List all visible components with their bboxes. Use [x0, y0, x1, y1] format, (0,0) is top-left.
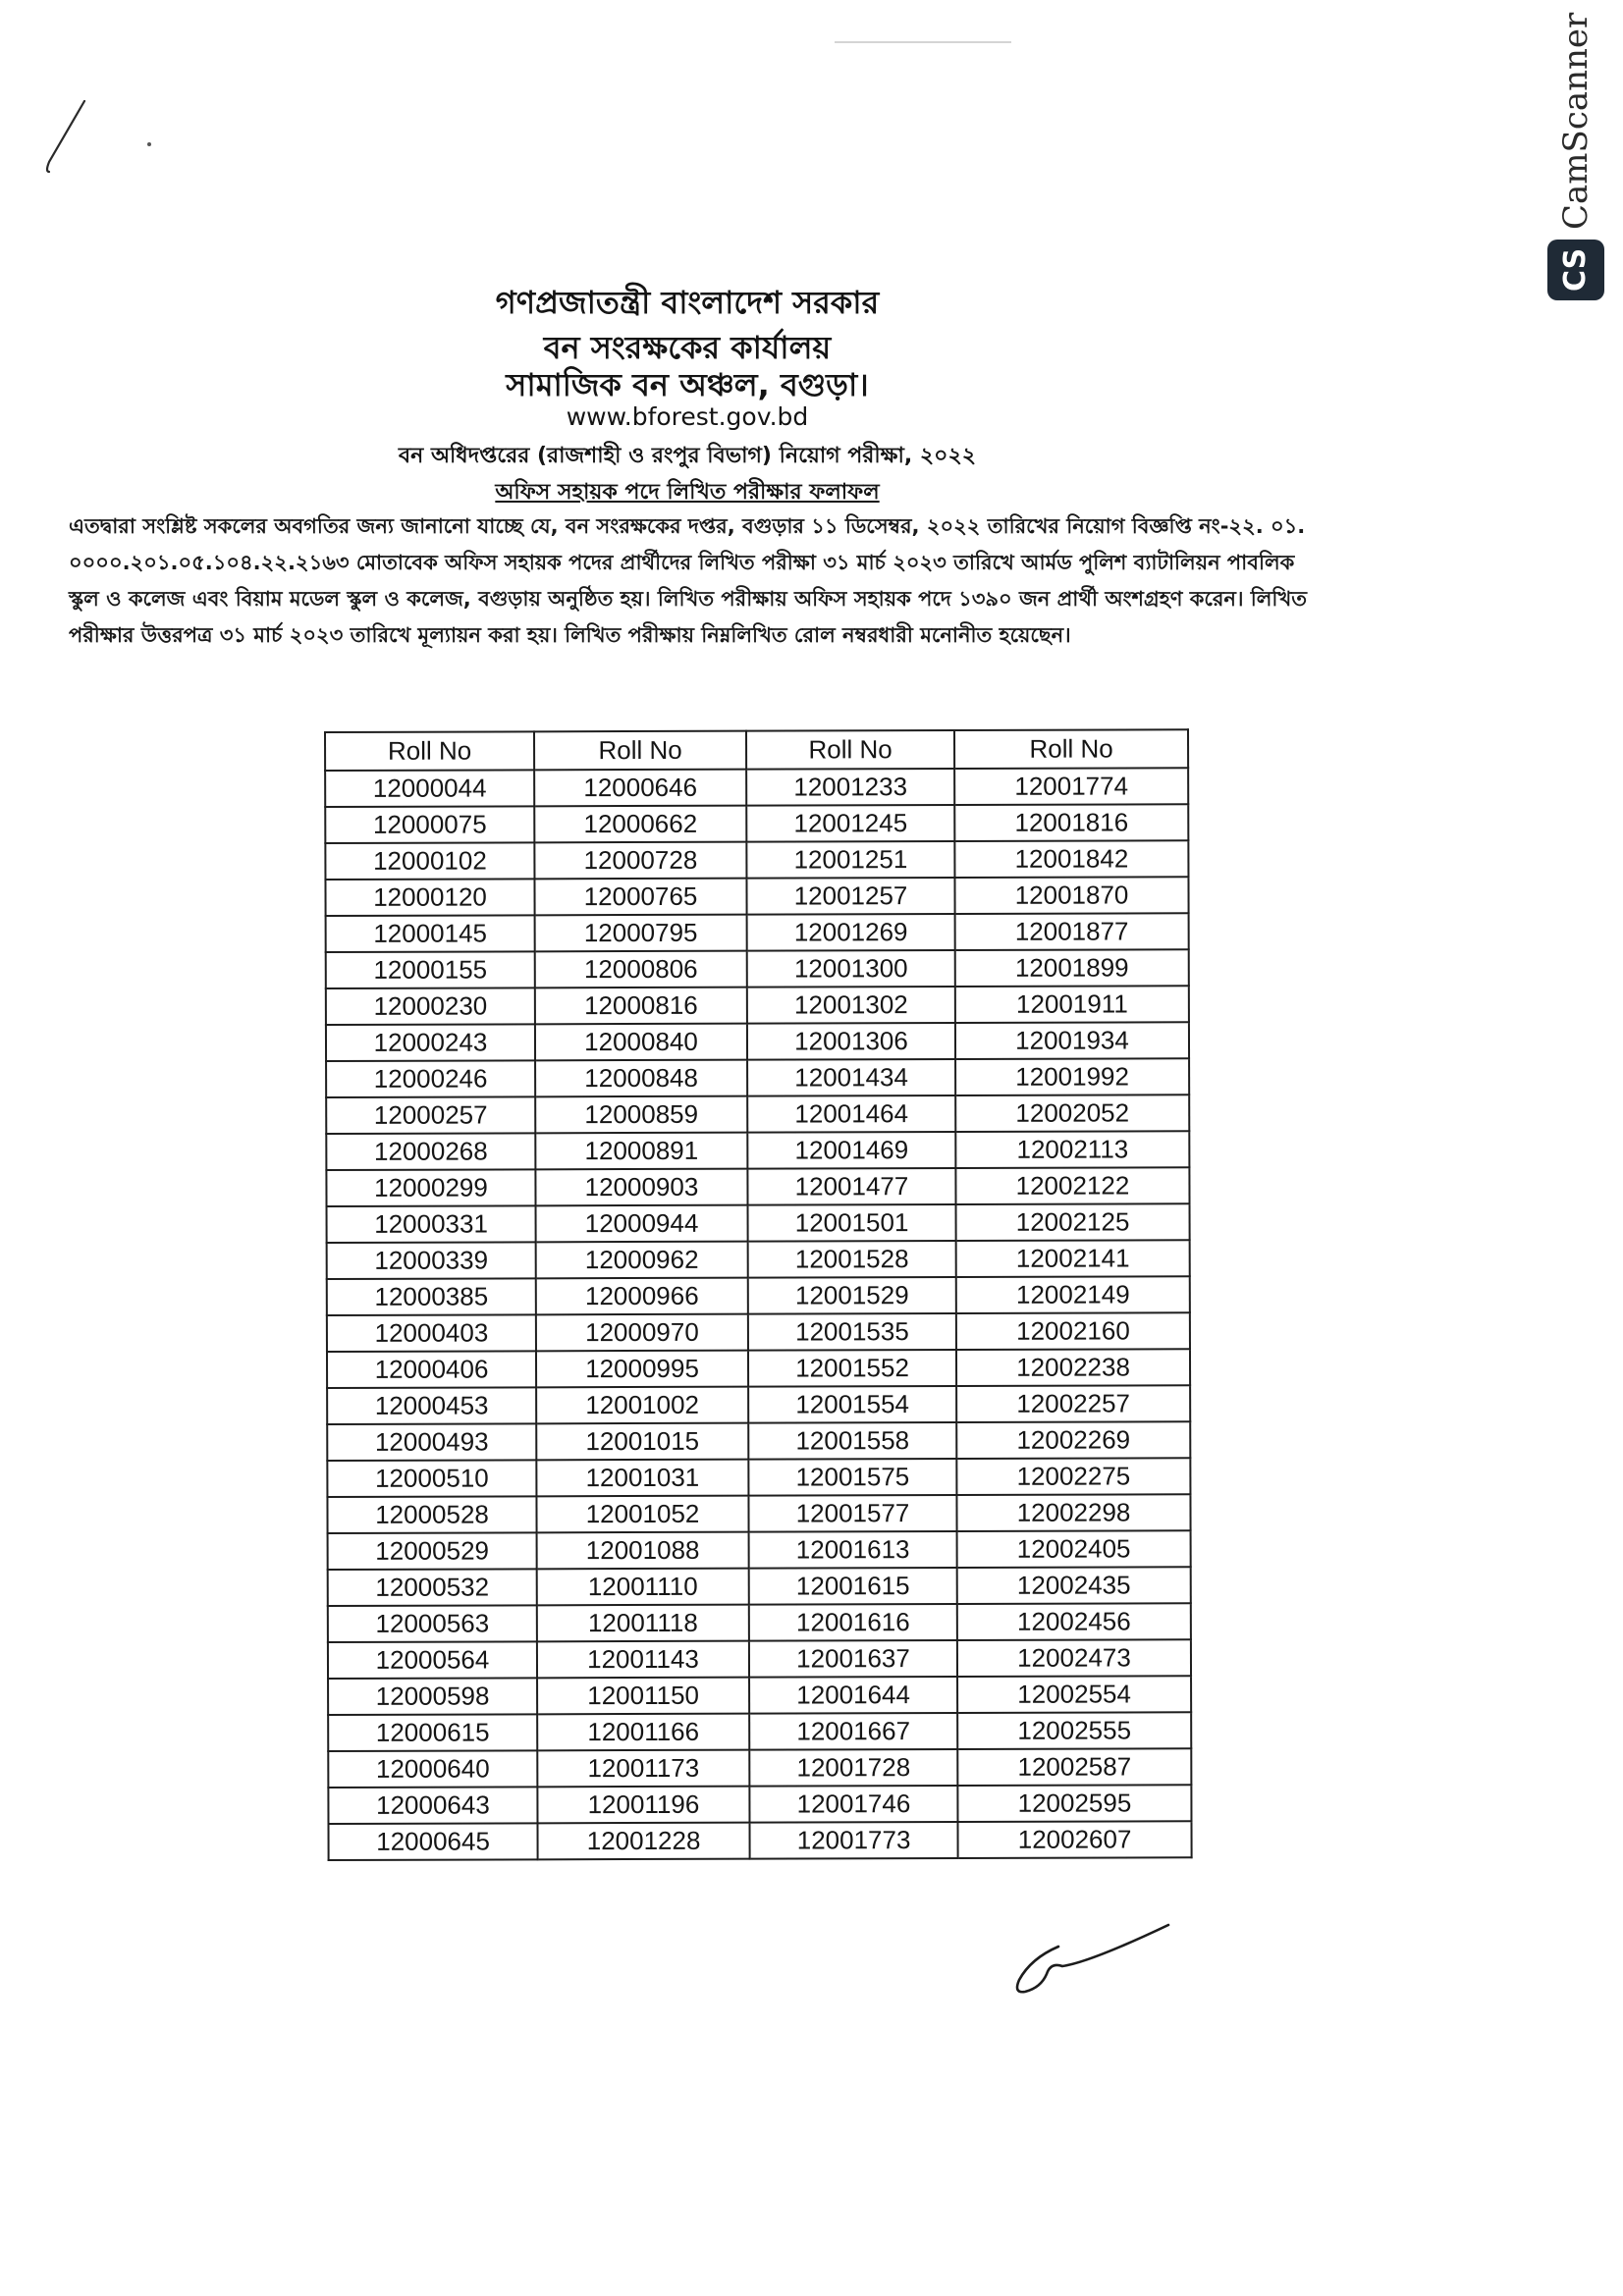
roll-number-cell: 12001552	[748, 1350, 956, 1387]
table-row	[328, 1785, 1191, 1824]
roll-number-cell: 12000816	[535, 988, 747, 1025]
table-row	[328, 1676, 1191, 1715]
roll-number-cell: 12000155	[326, 951, 535, 988]
table-row	[328, 1821, 1191, 1860]
roll-number-cell: 12000970	[536, 1314, 748, 1352]
roll-number-cell: 12001434	[747, 1059, 955, 1096]
roll-number-cell: 12001228	[537, 1823, 749, 1860]
roll-number-cell: 12000331	[327, 1205, 536, 1243]
office-title: বন সংরক্ষকের কার্যালয়	[543, 329, 832, 366]
roll-number-cell: 12000646	[534, 770, 746, 807]
column-header: Roll No	[325, 731, 534, 771]
roll-number-cell: 12002122	[955, 1167, 1189, 1204]
roll-number-cell: 12002257	[956, 1385, 1190, 1422]
roll-number-cell: 12000564	[328, 1641, 537, 1679]
table-row	[325, 840, 1188, 880]
roll-number-cell: 12002298	[956, 1494, 1190, 1531]
roll-number-cell: 12000645	[328, 1823, 537, 1860]
table-row	[328, 1603, 1191, 1642]
roll-number-cell: 12001477	[747, 1168, 955, 1205]
ink-dot	[147, 142, 151, 146]
roll-number-cell: 12001002	[536, 1387, 748, 1424]
table-row	[325, 804, 1188, 843]
roll-number-cell: 12002587	[957, 1748, 1191, 1786]
roll-number-cell: 12001233	[746, 769, 954, 806]
roll-number-cell: 12001143	[537, 1641, 749, 1679]
roll-number-cell: 12001554	[748, 1386, 956, 1423]
column-header: Roll No	[534, 731, 746, 771]
roll-number-cell: 12001052	[536, 1496, 748, 1533]
roll-number-cell: 12000230	[326, 988, 535, 1025]
roll-number-cell: 12001245	[746, 805, 954, 842]
camscanner-text: CamScanner	[1556, 12, 1596, 230]
roll-number-cell: 12000995	[536, 1351, 748, 1388]
table-row	[328, 1530, 1191, 1570]
roll-number-cell: 12001015	[536, 1423, 748, 1461]
roll-number-cell: 12000795	[535, 915, 747, 952]
roll-number-cell: 12001464	[747, 1095, 955, 1133]
roll-number-cell: 12001577	[748, 1495, 956, 1532]
roll-number-cell: 12001306	[747, 1023, 955, 1060]
roll-number-cell: 12001088	[537, 1532, 749, 1570]
table-row	[327, 1240, 1190, 1279]
table-row	[326, 1131, 1189, 1170]
table-body	[325, 768, 1191, 1860]
roll-number-cell: 12001746	[749, 1786, 957, 1823]
roll-number-cell: 12000615	[328, 1714, 537, 1751]
roll-number-cell: 12001031	[536, 1460, 748, 1497]
roll-number-cell: 12000385	[327, 1278, 536, 1315]
roll-number-cell: 12001469	[747, 1132, 955, 1169]
roll-number-cell: 12001899	[955, 949, 1189, 987]
table-row	[328, 1748, 1191, 1788]
roll-number-cell: 12000728	[534, 842, 746, 880]
roll-number-cell: 12000075	[325, 806, 534, 843]
table-row	[326, 1058, 1189, 1097]
roll-number-cell: 12001251	[746, 841, 954, 879]
roll-number-cell: 12001877	[955, 913, 1189, 950]
government-title: গণপ্রজাতন্ত্রী বাংলাদেশ সরকার	[495, 284, 880, 321]
roll-number-cell: 12002160	[956, 1312, 1190, 1350]
roll-number-cell: 12000529	[328, 1532, 537, 1570]
roll-number-cell: 12002405	[957, 1530, 1191, 1568]
roll-number-cell: 12002113	[955, 1131, 1189, 1168]
roll-number-cell: 12000640	[328, 1750, 537, 1788]
table-row	[328, 1639, 1191, 1679]
roll-number-cell: 12001558	[748, 1422, 956, 1460]
table-row	[328, 1567, 1191, 1606]
roll-number-cell: 12001118	[537, 1605, 749, 1642]
roll-number-cell: 12001911	[955, 986, 1189, 1023]
roll-number-cell: 12000903	[535, 1169, 747, 1206]
roll-number-cell: 12000563	[328, 1605, 537, 1642]
roll-number-cell: 12002595	[957, 1785, 1191, 1822]
roll-number-cell: 12000044	[325, 770, 534, 807]
table-row	[327, 1276, 1190, 1315]
region-title: সামাজিক বন অঞ্চল, বগুড়া।	[506, 366, 869, 403]
roll-number-cell: 12002149	[956, 1276, 1190, 1313]
roll-number-cell: 12001667	[749, 1713, 957, 1750]
roll-number-cell: 12001613	[749, 1531, 957, 1569]
roll-number-cell: 12001110	[537, 1569, 749, 1606]
roll-number-cell: 12000859	[535, 1096, 747, 1134]
roll-number-cell: 12000145	[326, 915, 535, 952]
notice-paragraph: এতদ্বারা সংশ্লিষ্ট সকলের অবগতির জন্য জানানো যাচ্ছে যে, বন সংরক্ষকের দপ্তর, বগুড়ার ১১ ডিসেম্বর, ২০২২ তারিখের নিয়োগ বিজ্ঞপ্তি নং-২২. ০১. ০০০০.২০১.০৫.১০৪.২২.২১৬৩ মোতাবেক অফিস সহায়ক পদের প্রার্থীদের লিখিত পরীক্ষা ৩১ মার্চ ২০২৩ তারিখে আর্মড পুলিশ ব্যাটালিয়ন পাবলিক স্কুল ও কলেজ এবং বিয়াম মডেল স্কুল ও কলেজ, বগুড়ায় অনুষ্ঠিত হয়। লিখিত পরীক্ষায় অফিস সহায়ক পদে ১৩৯০ জন প্রার্থী অংশগ্রহণ করেন। লিখিত পরীক্ষার উত্তরপত্র ৩১ মার্চ ২০২৩ তারিখে মূল্যায়ন করা হয়। লিখিত পরীক্ষায় নিম্নলিখিত রোল নম্বরধারী মনোনীত হয়েছেন।	[69, 514, 1307, 647]
roll-number-cell: 12000102	[325, 842, 534, 880]
result-title: অফিস সহায়ক পদে লিখিত পরীক্ষার ফলাফল	[495, 480, 880, 505]
roll-number-cell: 12001535	[748, 1313, 956, 1351]
column-header: Roll No	[954, 729, 1188, 769]
pen-stroke-mark	[20, 93, 108, 191]
roll-number-cell: 12001300	[747, 950, 955, 988]
roll-number-cell: 12001501	[748, 1204, 956, 1242]
roll-number-cell: 12002238	[956, 1349, 1190, 1386]
table-row	[326, 913, 1189, 952]
roll-number-cell: 12001302	[747, 987, 955, 1024]
roll-number-cell: 12000493	[327, 1423, 536, 1461]
camscanner-watermark	[1543, 12, 1608, 306]
table-row	[326, 949, 1189, 988]
roll-number-cell: 12000246	[326, 1060, 535, 1097]
roll-number-cell: 12002052	[955, 1095, 1189, 1132]
table-row	[327, 1349, 1190, 1388]
roll-number-cell: 12000339	[327, 1242, 536, 1279]
roll-number-cell: 12000243	[326, 1024, 535, 1061]
roll-number-cell: 12001992	[955, 1058, 1189, 1095]
roll-number-cell: 12000268	[326, 1133, 535, 1170]
roll-number-cell: 12000403	[327, 1314, 536, 1352]
roll-number-cell: 12000848	[535, 1060, 747, 1097]
roll-number-cell: 12002141	[956, 1240, 1190, 1277]
table-row	[326, 1022, 1189, 1061]
roll-number-cell: 12000840	[535, 1024, 747, 1061]
roll-number-cell: 12001842	[954, 840, 1188, 878]
roll-number-cell: 12000662	[534, 806, 746, 843]
roll-number-cell: 12001644	[749, 1677, 957, 1714]
roll-number-cell: 12001196	[537, 1787, 749, 1824]
table-row	[327, 1203, 1190, 1243]
roll-number-cell: 12001934	[955, 1022, 1189, 1059]
roll-number-cell: 12002555	[957, 1712, 1191, 1749]
roll-number-cell: 12001774	[954, 768, 1188, 805]
roll-number-cell: 12001870	[954, 877, 1188, 914]
table-row	[327, 1494, 1190, 1533]
table-row	[328, 1712, 1191, 1751]
roll-number-cell: 12000299	[326, 1169, 535, 1206]
table-row	[326, 1167, 1189, 1206]
roll-number-cell: 12002269	[956, 1421, 1190, 1459]
roll-number-cell: 12002554	[957, 1676, 1191, 1713]
table-row	[325, 877, 1188, 916]
roll-number-cell: 12001269	[747, 914, 955, 951]
roll-number-cell: 12001528	[748, 1241, 956, 1278]
table-row	[327, 1458, 1190, 1497]
roll-number-cell: 12000453	[327, 1387, 536, 1424]
roll-number-cell: 12000891	[535, 1133, 747, 1170]
table-header-row	[325, 729, 1188, 771]
roll-number-cell: 12002435	[957, 1567, 1191, 1604]
roll-number-cell: 12001616	[749, 1604, 957, 1641]
roll-number-cell: 12001257	[746, 878, 954, 915]
roll-number-cell: 12002473	[957, 1639, 1191, 1677]
roll-number-cell: 12000966	[536, 1278, 748, 1315]
roll-number-cell: 12001150	[537, 1678, 749, 1715]
roll-number-cell: 12000962	[536, 1242, 748, 1279]
roll-number-cell: 12000598	[328, 1678, 537, 1715]
roll-number-cell: 12000643	[328, 1787, 537, 1824]
roll-number-cell: 12002607	[957, 1821, 1191, 1858]
camscanner-logo-text: CS	[1558, 247, 1593, 293]
table-row	[325, 768, 1188, 807]
table-row	[327, 1385, 1190, 1424]
roll-number-cell: 12000510	[327, 1460, 536, 1497]
table-row	[327, 1421, 1190, 1461]
table-row	[326, 1095, 1189, 1134]
roll-number-cell: 12001637	[749, 1640, 957, 1678]
roll-number-cell: 12002125	[956, 1203, 1190, 1241]
roll-number-cell: 12000765	[534, 879, 746, 916]
roll-number-cell: 12001173	[537, 1750, 749, 1788]
roll-number-cell: 12001773	[749, 1822, 957, 1859]
roll-number-cell: 12001529	[748, 1277, 956, 1314]
roll-number-cell: 12000120	[325, 879, 534, 916]
roll-number-cell: 12002275	[956, 1458, 1190, 1495]
column-header: Roll No	[746, 730, 954, 770]
roll-number-cell: 12001166	[537, 1714, 749, 1751]
roll-number-cell: 12001816	[954, 804, 1188, 841]
exam-title: বন অধিদপ্তরের (রাজশাহী ও রংপুর বিভাগ) নিয়োগ পরীক্ষা, ২০২২	[398, 444, 977, 468]
camscanner-logo-icon	[1547, 240, 1604, 300]
roll-number-cell: 12001575	[748, 1459, 956, 1496]
roll-number-cell: 12000532	[328, 1569, 537, 1606]
table-row	[326, 986, 1189, 1025]
website-text: www.bforest.gov.bd	[566, 402, 809, 431]
roll-number-cell: 12001615	[749, 1568, 957, 1605]
roll-number-cell: 12001728	[749, 1749, 957, 1787]
roll-number-table	[324, 728, 1193, 1861]
scan-artifact-line	[835, 41, 1011, 43]
roll-number-cell: 12000806	[535, 951, 747, 988]
roll-number-cell: 12000257	[326, 1096, 535, 1134]
roll-number-cell: 12000406	[327, 1351, 536, 1388]
roll-number-cell: 12000528	[327, 1496, 536, 1533]
table-row	[327, 1312, 1190, 1352]
roll-number-cell: 12002456	[957, 1603, 1191, 1640]
roll-number-cell: 12000944	[536, 1205, 748, 1243]
handwritten-signature	[1011, 1919, 1188, 2007]
